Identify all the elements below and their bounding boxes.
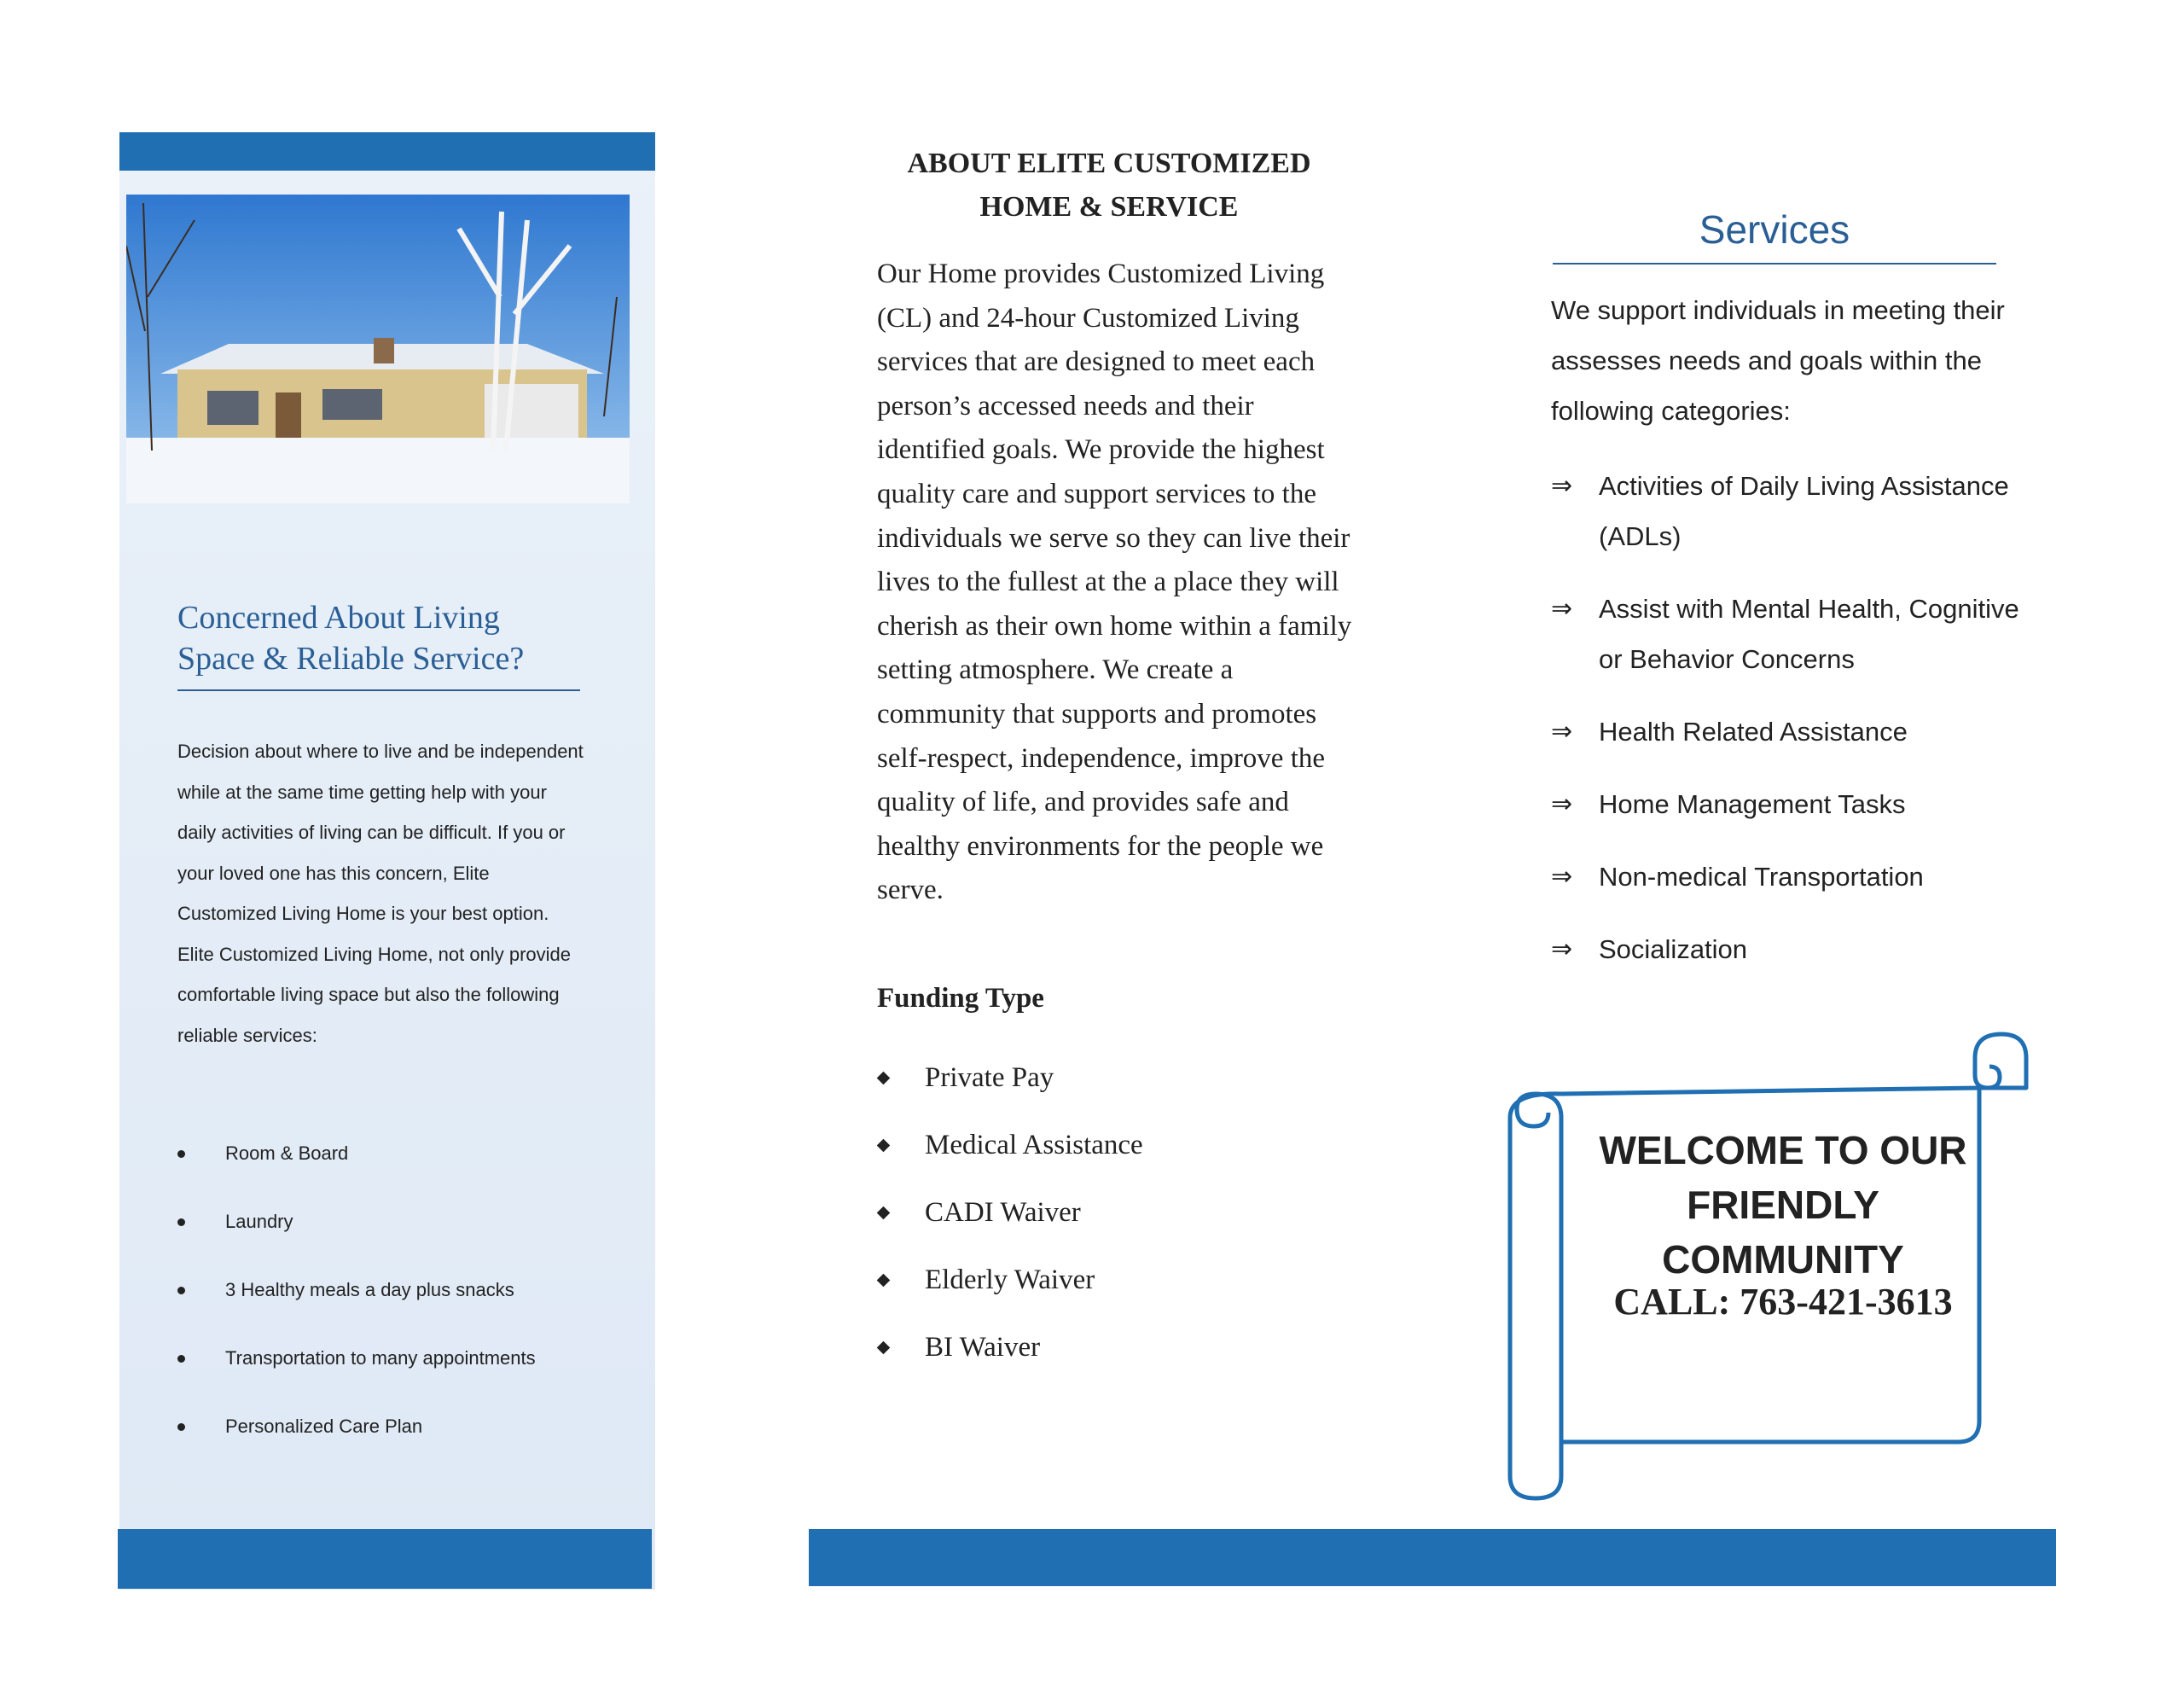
bullet-icon <box>177 1218 185 1226</box>
double-arrow-icon: ⇒ <box>1551 718 1573 746</box>
services-title: Services <box>1699 207 1850 252</box>
double-arrow-icon: ⇒ <box>1551 790 1573 818</box>
list-item: ⇒ Socialization <box>1551 924 2029 974</box>
list-item: ⇒ Home Management Tasks <box>1551 779 2029 829</box>
double-arrow-icon: ⇒ <box>1551 935 1573 963</box>
welcome-text: WELCOME TO OUR FRIENDLY COMMUNITY <box>1599 1128 1967 1282</box>
funding-type-heading: Funding Type <box>877 983 1044 1014</box>
left-bottom-bar <box>118 1529 652 1589</box>
list-item: Transportation to many appointments <box>177 1324 621 1392</box>
list-item: Laundry <box>177 1188 621 1256</box>
bullet-icon <box>177 1150 185 1158</box>
left-heading-divider <box>177 689 580 691</box>
list-item: Private Pay <box>877 1044 1143 1112</box>
left-top-bar <box>119 132 655 171</box>
left-body-text: Decision about where to live and be independent while at the same time getting help with your daily activities of living can be difficult. If you or your loved one has this concern, Elite Customized Living Home is your best option. Elite Customized Living Home, not only provide comfortable living space but also the following reliable services: <box>177 741 584 1046</box>
double-arrow-icon: ⇒ <box>1551 863 1573 891</box>
list-item: ⇒ Activities of Daily Living Assistance (ADLs) <box>1551 461 2029 561</box>
about-title-line1: ABOUT ELITE CUSTOMIZED <box>907 148 1311 179</box>
house-photo <box>126 195 630 503</box>
list-item: BI Waiver <box>877 1314 1143 1381</box>
list-item: Medical Assistance <box>877 1112 1143 1179</box>
list-item: ⇒ Health Related Assistance <box>1551 706 2029 757</box>
left-services-list <box>177 1119 621 1461</box>
bullet-icon <box>177 1355 185 1363</box>
list-item: ⇒ Assist with Mental Health, Cognitive or Behavior Concerns <box>1551 584 2029 684</box>
phone-number-text: CALL: 763-421-3613 <box>1613 1281 1953 1323</box>
double-arrow-icon: ⇒ <box>1551 595 1573 623</box>
diamond-bullet-icon <box>877 1072 891 1085</box>
services-divider <box>1553 263 1996 265</box>
bottom-bar <box>809 1529 2056 1586</box>
diamond-bullet-icon <box>877 1206 891 1220</box>
list-item: Elderly Waiver <box>877 1247 1143 1314</box>
diamond-bullet-icon <box>877 1274 891 1288</box>
about-body-text: Our Home provides Customized Living (CL) and 24-hour Customized Living services that are designed to meet each person’s accessed needs and their identified goals. We provide the highest quality care and support services to the individuals we serve so they can live their lives to the fullest at the a place they will cherish as their own home within a family setting atmosphere. We create a community that supports and promotes self-respect, independence, improve the quality of life, and provides safe and healthy environments for the people we serve. <box>877 259 1352 906</box>
bullet-icon <box>177 1287 185 1294</box>
diamond-bullet-icon <box>877 1139 891 1153</box>
list-item: Personalized Care Plan <box>177 1392 621 1461</box>
list-item: CADI Waiver <box>877 1179 1143 1247</box>
double-arrow-icon: ⇒ <box>1551 472 1573 500</box>
list-item: ⇒ Non-medical Transportation <box>1551 852 2029 902</box>
about-title <box>887 142 1331 229</box>
funding-type-list <box>877 1044 1143 1381</box>
list-item: Room & Board <box>177 1119 621 1188</box>
services-category-list <box>1551 461 2029 997</box>
about-title-line2: HOME & SERVICE <box>979 191 1239 223</box>
diamond-bullet-icon <box>877 1341 891 1355</box>
left-heading: Concerned About Living Space & Reliable Service? <box>177 600 525 677</box>
list-item: 3 Healthy meals a day plus snacks <box>177 1256 621 1324</box>
services-intro-text: We support individuals in meeting their assesses needs and goals within the following categories: <box>1551 295 2005 426</box>
bullet-icon <box>177 1423 185 1431</box>
